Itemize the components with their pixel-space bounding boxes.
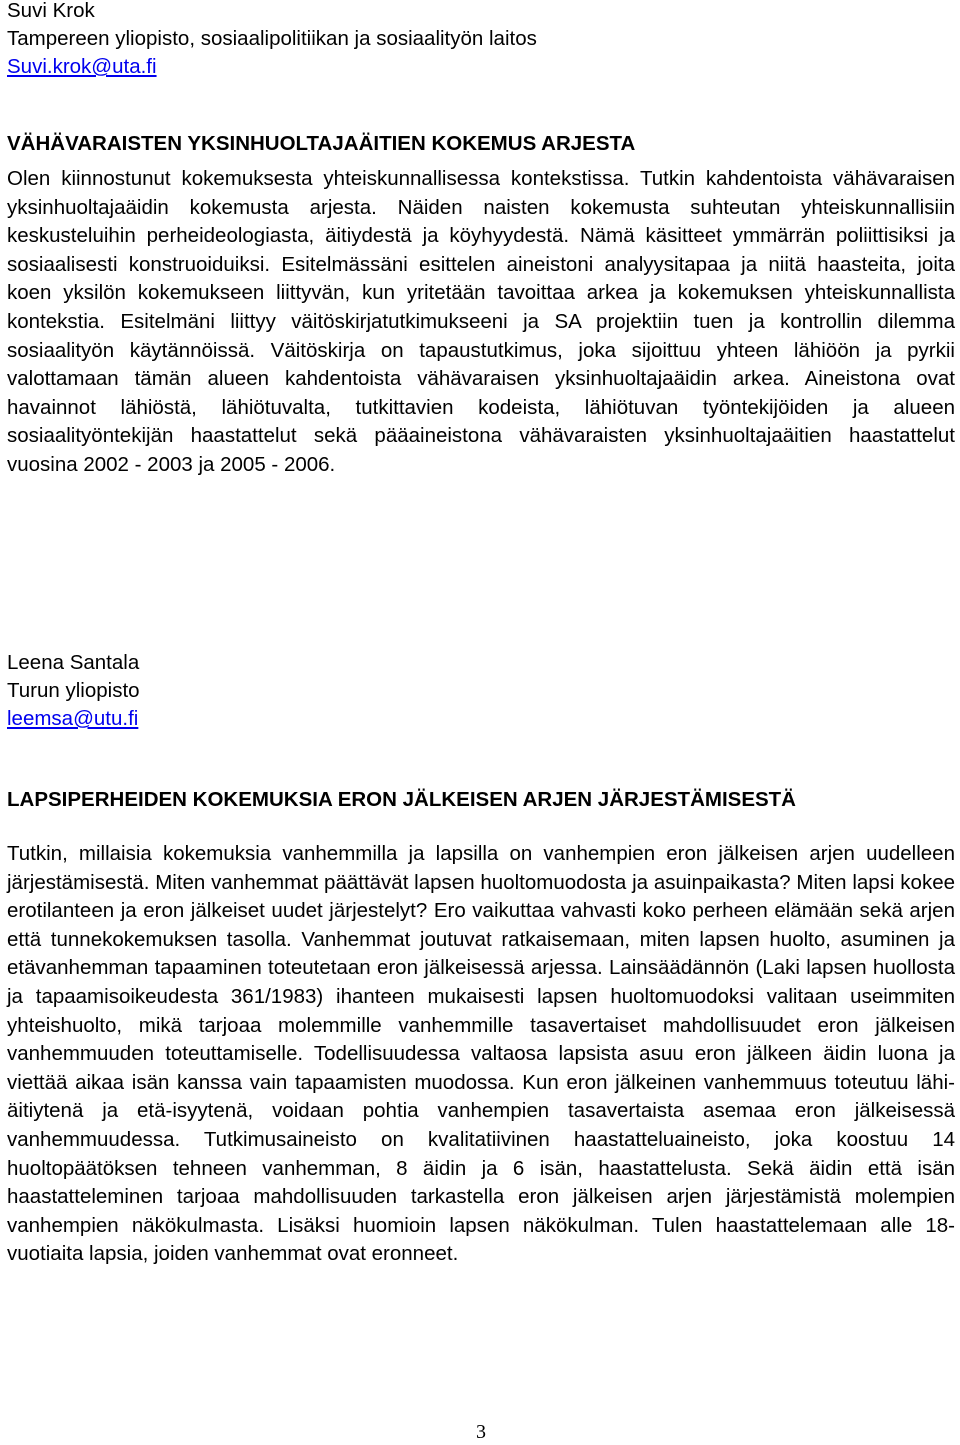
author-name: Leena Santala bbox=[7, 651, 140, 674]
abstract-title: VÄHÄVARAISTEN YKSINHUOLTAJAÄITIEN KOKEMUS ARJESTA bbox=[7, 132, 636, 155]
author-block-1 bbox=[7, 0, 537, 81]
abstract-title: LAPSIPERHEIDEN KOKEMUKSIA ERON JÄLKEISEN ARJEN JÄRJESTÄMISESTÄ bbox=[7, 788, 796, 811]
author-email-link[interactable]: Suvi.krok@uta.fi bbox=[7, 55, 157, 78]
abstract-body: Olen kiinnostunut kokemuksesta yhteiskunnallisessa kontekstissa. Tutkin kahdentoista vähävaraisen yksinhuoltajaäidin kokemusta arjesta. Näiden naisten kokemusta suhteutan yhteiskunnallisiin keskusteluihin perheideologiasta, äitiydestä ja köyhyydestä. Nämä käsitteet ymmärrän poliittisiksi ja sosiaalisesti konstruoiduiksi. Esitelmässäni esittelen aineistoni analyysitapaa ja niitä haasteita, joita koen yksilön kokemukseen liittyvän, kun yritetään tavoittaa arkea ja kokemuksen yhteiskunnallista kontekstia. Esitelmäni liittyy väitöskirjatutkimukseeni ja SA projektiin tuen ja kontrollin dilemma sosiaalityön käytännöissä. Väitöskirja on tapaustutkimus, joka sijoittuu yhteen lähiöön ja pyrkii valottamaan tämän alueen kahdentoista vähävaraisen yksinhuoltajaäidin arkea. Aineistona ovat havainnot lähiöstä, lähiötuvalta, tutkittavien kodeista, lähiötuvan työntekijöiden ja alueen sosiaalityöntekijän haastattelut sekä pääaineistona vähävaraisten yksinhuoltajaäitien haastattelut vuosina 2002 - 2003 ja 2005 - 2006. bbox=[7, 167, 955, 476]
author-block-2 bbox=[7, 649, 140, 733]
author-email-link[interactable]: leemsa@utu.fi bbox=[7, 707, 139, 730]
page-number: 3 bbox=[476, 1421, 486, 1443]
abstract-body: Tutkin, millaisia kokemuksia vanhemmilla ja lapsilla on vanhempien eron jälkeisen arjen uudelleen järjestämisestä. Miten vanhemmat päättävät lapsen huoltomuodosta ja asuinpaikasta? Miten lapsi kokee erotilanteen ja eron jälkeiset uudet järjestelyt? Ero vaikuttaa vahvasti koko perheen elämään sekä arjen että tunnekokemuksen tasolla. Vanhemmat joutuvat ratkaisemaan, miten lapsen huolto, asuminen ja etävanhemman tapaaminen toteutetaan eron jälkeisessä arjessa. Lainsäädännön (Laki lapsen huollosta ja tapaamisoikeudesta 361/1983) ihanteen mukaisesti lapsen huoltomuodoksi valitaan useimmiten yhteishuolto, mikä tarjoaa molemmille vanhemmille tasavertaiset mahdollisuudet eron jälkeisen vanhemmuuden toteuttamiselle. Todellisuudessa valtaosa lapsista asuu eron jälkeen äidin luona ja viettää aikaa isän kanssa vain tapaamisten muodossa. Kun eron jälkeinen vanhemmuus toteutuu lähi-äitiytenä ja etä-isyytenä, voidaan pohtia vanhempien tasavertaista asemaa eron jälkeisessä vanhemmuudessa. Tutkimusaineisto on kvalitatiivinen haastatteluaineisto, joka koostuu 14 huoltopäätöksen tehneen vanhemman, 8 äidin ja 6 isän, haastattelusta. Sekä äidin että isän haastatteleminen tarjoaa mahdollisuuden tarkastella eron jälkeisen arjen järjestämistä molempien vanhempien näkökulmasta. Lisäksi huomioin lapsen näkökulman. Tulen haastattelemaan alle 18-vuotiaita lapsia, joiden vanhemmat ovat eronneet. bbox=[7, 842, 955, 1266]
author-name: Suvi Krok bbox=[7, 0, 95, 22]
author-affiliation: Tampereen yliopisto, sosiaalipolitiikan ja sosiaalityön laitos bbox=[7, 27, 537, 50]
author-affiliation: Turun yliopisto bbox=[7, 679, 140, 702]
